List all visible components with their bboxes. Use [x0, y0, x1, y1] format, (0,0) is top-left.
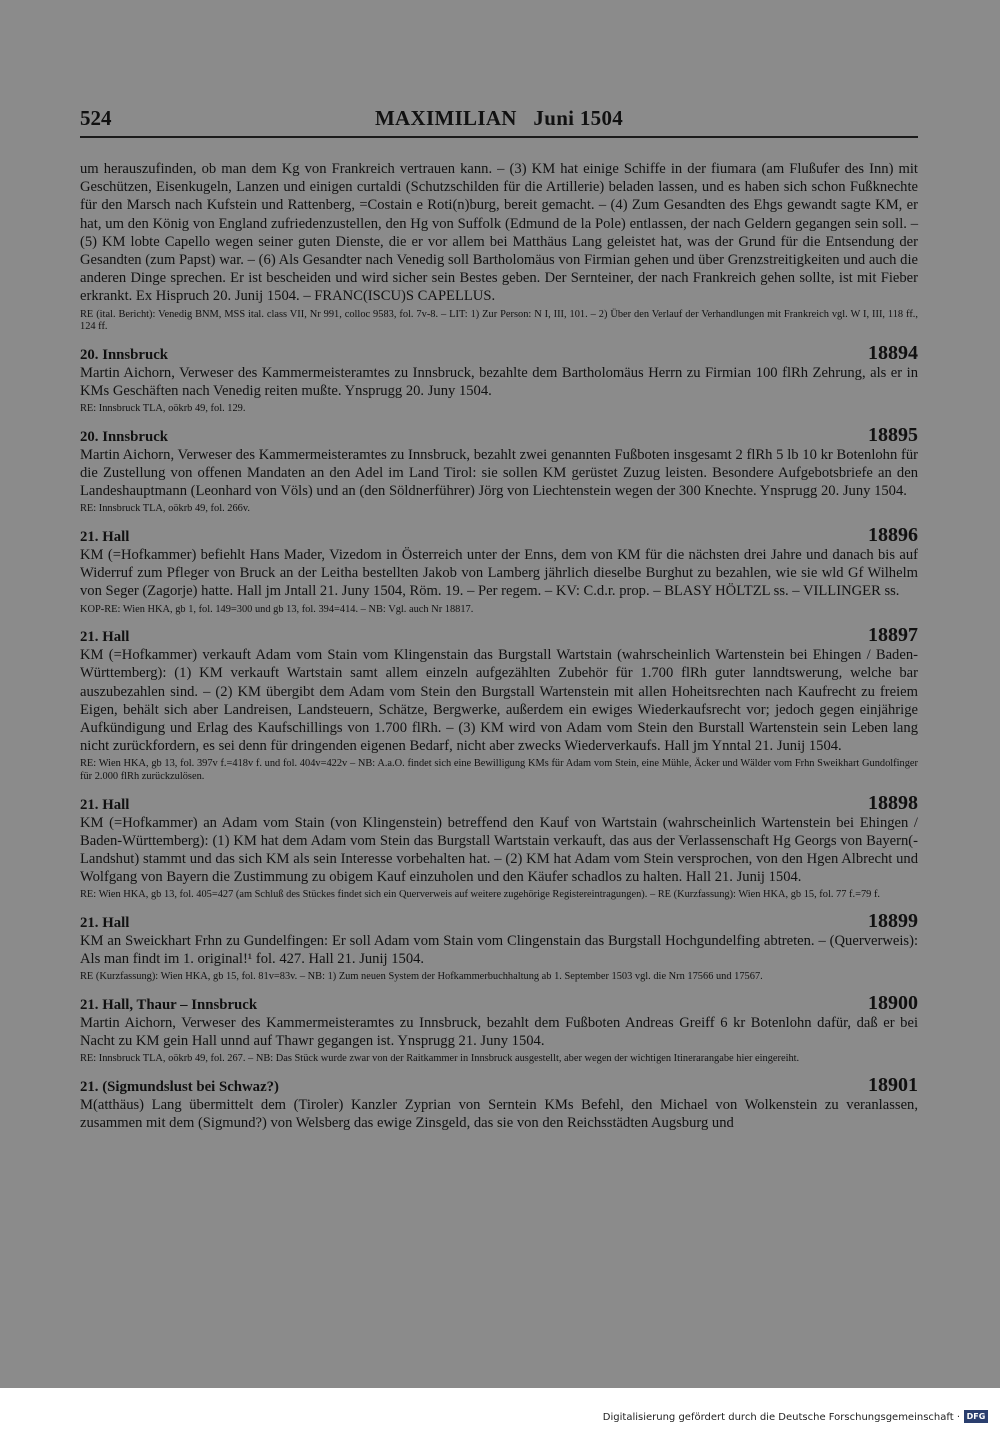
- entry-date: 21. Hall: [80, 629, 130, 646]
- entry-number: 18894: [868, 341, 918, 364]
- entry-text: Martin Aichorn, Verweser des Kammermeisteramtes zu Innsbruck, bezahlte dem Bartholomäus Herrn zu Firmian 100 flRh Zehrung, als er in KMs Geschäften nach Venedig reiten mußte. Ynsprugg 20. Juny 1504.: [80, 364, 918, 400]
- entry-text: KM (=Hofkammer) an Adam vom Stain (von Klingenstein) betreffend den Kauf von Wartstain (wahrscheinlich Wartenstein bei Ehingen / Baden-Württemberg): (1) KM hat dem Adam vom Stein das Burgstall Wartstain verkauft, das aus der Verlassenschaft Hg Georgs von Bayern(-Landshut) stammt und das sich KM als sein Interesse vorbehalten hat. – (2) KM hat Adam vom Stein versprochen, von den Hgen Albrecht und Wolfgang von Bayern die Zustimmung zu obigem Kauf einzuholen und den Käufer schadlos zu halten. Hall 21. Junij 1504.: [80, 814, 918, 886]
- entry-18894: [80, 342, 918, 416]
- entry-source: RE: Innsbruck TLA, oökrb 49, fol. 266v.: [80, 503, 250, 515]
- entry-date: 21. (Sigmundslust bei Schwaz?): [80, 1079, 279, 1096]
- entry-date: 20. Innsbruck: [80, 428, 168, 445]
- entry-number: 18899: [868, 910, 918, 933]
- entry-source: RE: Innsbruck TLA, oökrb 49, fol. 129.: [80, 403, 246, 415]
- intro-section: [80, 160, 918, 334]
- entry-18897: [80, 624, 918, 783]
- entry-18899: [80, 910, 918, 984]
- entry-number: 18896: [868, 524, 918, 547]
- entry-number: 18900: [868, 992, 918, 1015]
- page-number: 524: [80, 106, 112, 130]
- entry-number: 18898: [868, 791, 918, 814]
- intro-text: um herauszufinden, ob man dem Kg von Frankreich vertrauen kann. – (3) KM hat einige Schiffe in der fiumara (am Flußufer des Inn) mit Geschützen, Eisenkugeln, Lanzen und einigen curtaldi (Schutzschilden für die Artillerie) beladen lassen, und es haben sich schon Fußknechte für den Marsch nach Kufstein und Rattenberg, =Costain e Roti(n)burg, bereit gemacht. – (4) Zum Gesandten des Ehgs gewandt sagte KM, er hat, um den König von England zufriedenzustellen, den Hg von Suffolk (Edmund de la Pole) entlassen, der nach Geldern gegangen sein soll. – (5) KM lobte Capello wegen seiner guten Dienste, die er vor allem bei Matthäus Lang geleistet hat, was der Grund für die Entsendung der Gesandten (zum Papst) war. – (6) Als Gesandter nach Venedig soll Bartholomäus von Firmian gehen und über Grenzstreitigkeiten und auch die anderen Dinge sprechen. Er ist bescheiden und wird sicher sein Bestes geben. Der Sernteiner, der nach Frankreich gehen sollte, ist mit Fieber erkrankt. Ex Hispruch 20. Junij 1504. – FRANC(ISCU)S CAPELLUS.: [80, 161, 918, 305]
- entry-date: 20. Innsbruck: [80, 346, 168, 363]
- entry-18898: [80, 792, 918, 902]
- entry-source: RE: Innsbruck TLA, oökrb 49, fol. 267. – NB: Das Stück wurde zwar von der Raitkammer in Innsbruck ausgestellt, aber wegen der wichtigen Itinerarangabe hier eingereiht.: [80, 1053, 800, 1065]
- entry-date: 21. Hall: [80, 796, 130, 813]
- page-header: [80, 106, 918, 138]
- entry-date: 21. Hall, Thaur – Innsbruck: [80, 997, 258, 1014]
- entry-source: RE: Wien HKA, gb 13, fol. 405=427 (am Schluß des Stückes findet sich ein Querverweis auf weitere zugehörige Registereintragungen). – RE (Kurzfassung): Wien HKA, gb 15, fol. 77 f.=79 f.: [80, 889, 881, 901]
- entry-number: 18897: [868, 624, 918, 647]
- dfg-logo: DFG: [964, 1410, 988, 1423]
- entry-text: KM (=Hofkammer) verkauft Adam vom Stain vom Klingenstain das Burgstall Wartstain (wahrscheinlich Wartenstein bei Ehingen / Baden-Württemberg): (1) KM verkauft Wartstain samt allem einzeln aufgezählten Zubehör für 1.700 flRh guter lanndtswerung, welche bar auszubezahlen sind. – (2) KM übergibt dem Adam vom Stein den Burgstall Wartenstein mit allen Hoheitsrechten nach Kaufrecht zu freiem Eigen, behält sich aber Landreisen, Landsteuern, Schätze, Bergwerke, außerdem ein ewiges Wiederkaufsrecht vor; jedoch gegen einjährige Aufkündigung und Erlag des Kaufschillings von 1.700 flRh. – (3) KM wird von Adam vom Stein den Burstall Wartenstein sein Leben lang nicht zurückfordern, es sei denn für dringenden eigenen Bedarf, nicht aber zwecks Wiederverkaufs. Hall jm Ynntal 21. Junij 1504.: [80, 647, 918, 755]
- running-title: MAXIMILIAN Juni 1504: [374, 106, 624, 130]
- entry-date: 21. Hall: [80, 529, 130, 546]
- intro-source: RE (ital. Bericht): Venedig BNM, MSS ital. class VII, Nr 991, colloc 9583, fol. 7v-8. – LIT: 1) Zur Person: N I, III, 101. – 2) Über den Verlauf der Verhandlungen mit Frankreich vgl. W I, III, 118 ff., 124 ff.: [80, 308, 918, 333]
- digitization-footer: [0, 1388, 1000, 1434]
- entry-18901: [80, 1074, 918, 1132]
- entry-text: Martin Aichorn, Verweser des Kammermeisteramtes zu Innsbruck, bezahlt dem Fußboten Andreas Greiff 6 kr Botenlohn dafür, daß er bei Nacht zu KM gein Hall unnd auf Thawr gegangen ist. Ynsprugg 21. Juny 1504.: [80, 1015, 918, 1050]
- entry-text: KM (=Hofkammer) befiehlt Hans Mader, Vizedom in Österreich unter der Enns, dem von KM für die nächsten drei Jahre und danach bis auf Widerruf zum Pfleger von Bruck an der Leitha bestellten Jakob von Lamberg jährlich dieselbe Burghut zu bezahlen, wie sie wld Gf Wilhelm von Seger (Zagorje) hatte. Hall jm Jntall 21. Juny 1504, Röm. 19. – Per regem. – KV: C.d.r. prop. – BLASY HÖLTZL ss. – VILLINGER ss.: [80, 547, 918, 600]
- entry-text: KM an Sweickhart Frhn zu Gundelfingen: Er soll Adam vom Stain vom Clingenstain das Burgstall Hochgundelfing abtreten. – (Querverweis): Als man findt im 1. original!¹ fol. 427. Hall 21. Junij 1504.: [80, 933, 918, 968]
- page-body: [80, 160, 918, 1132]
- entry-date: 21. Hall: [80, 915, 130, 932]
- entry-18896: [80, 524, 918, 616]
- entry-source: KOP-RE: Wien HKA, gb 1, fol. 149=300 und gb 13, fol. 394=414. – NB: Vgl. auch Nr 18817.: [80, 603, 474, 615]
- entry-18900: [80, 992, 918, 1066]
- entry-source: RE (Kurzfassung): Wien HKA, gb 15, fol. 81v=83v. – NB: 1) Zum neuen System der Hofkammerbuchhaltung ab 1. September 1503 vgl. die Nrn 17566 und 17567.: [80, 971, 763, 983]
- entry-source: RE: Wien HKA, gb 13, fol. 397v f.=418v f. und fol. 404v=422v – NB: A.a.O. findet sich eine Bewilligung KMs für Adam vom Stein, eine Mühle, Äcker und Wälder vom Frhn Sweikhart Gundolfinger für 2.000 flRh zurückzulösen.: [80, 758, 918, 783]
- entry-18895: [80, 424, 918, 516]
- entry-number: 18901: [868, 1074, 918, 1097]
- entry-text: Martin Aichorn, Verweser des Kammermeisteramtes zu Innsbruck, bezahlt zwei genannten Fußboten insgesamt 2 flRh 5 lb 10 kr Botenlohn für die Zustellung von offenen Mandaten an den Adel im Land Tirol: sie sollen KM gerüstet Zuzug leisten. Besondere Aufgebotsbriefe an den Landeshauptmann (Leonhard von Völs) und an (den Söldnerführer) Jörg von Liechtenstein wegen der 300 Knechte. Ynsprugg 20. Juny 1504.: [80, 446, 918, 500]
- entry-text: M(atthäus) Lang übermittelt dem (Tiroler) Kanzler Zyprian von Serntein KMs Befehl, den Michael von Wolkenstein zu veranlassen, zusammen mit dem (Sigmund?) von Welsberg das ewige Zinsgeld, das sie von den Reichsstädten Augsburg und: [80, 1097, 918, 1132]
- entry-number: 18895: [868, 423, 918, 446]
- footer-credit: Digitalisierung gefördert durch die Deutsche Forschungsgemeinschaft ·: [602, 1412, 960, 1423]
